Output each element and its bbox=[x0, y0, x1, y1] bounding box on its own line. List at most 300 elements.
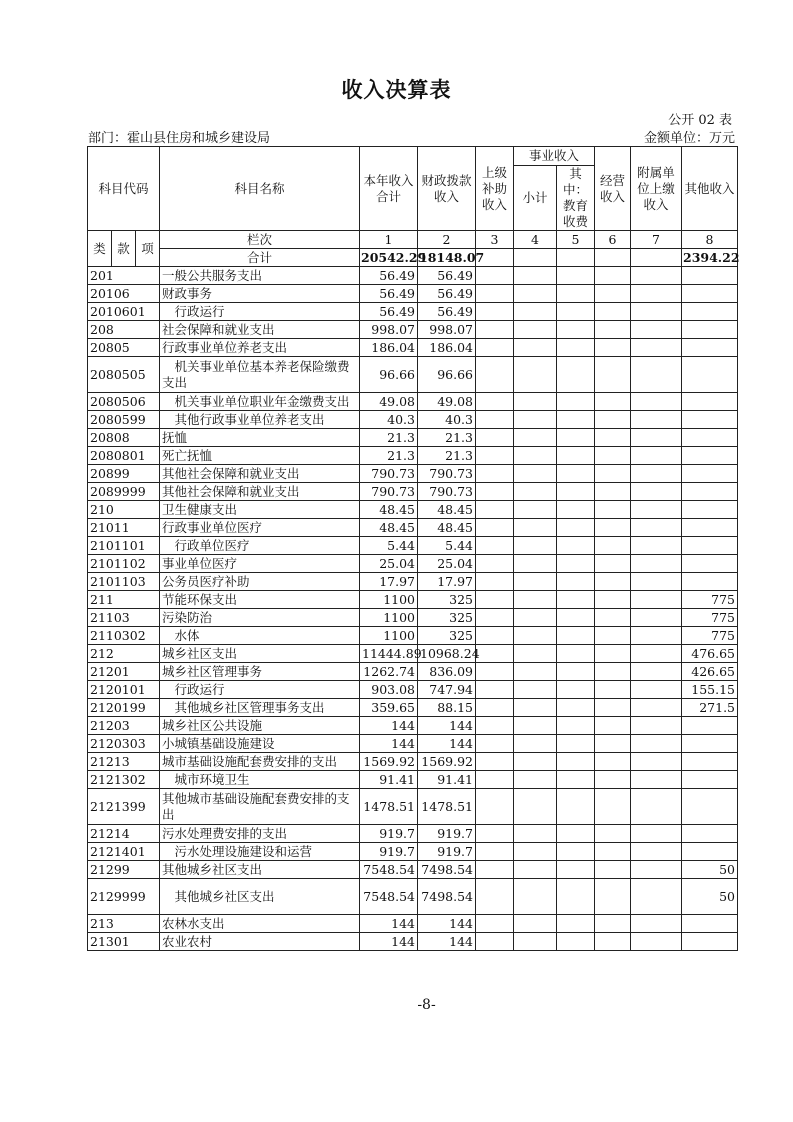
row-superior bbox=[476, 501, 514, 519]
row-affiliated bbox=[631, 429, 682, 447]
header-column-label: 栏次 bbox=[160, 231, 360, 249]
row-fiscal: 919.7 bbox=[418, 843, 476, 861]
row-business-subtotal bbox=[514, 681, 557, 699]
row-business-subtotal bbox=[514, 879, 557, 915]
row-affiliated bbox=[631, 357, 682, 393]
row-education bbox=[557, 465, 595, 483]
row-superior bbox=[476, 447, 514, 465]
row-other bbox=[682, 393, 738, 411]
row-total: 91.41 bbox=[360, 771, 418, 789]
table-row bbox=[88, 267, 738, 285]
row-operating bbox=[595, 645, 631, 663]
row-total: 49.08 bbox=[360, 393, 418, 411]
row-operating bbox=[595, 681, 631, 699]
row-affiliated bbox=[631, 465, 682, 483]
row-operating bbox=[595, 339, 631, 357]
row-education bbox=[557, 411, 595, 429]
department-label: 部门：霍山县住房和城乡建设局 bbox=[88, 131, 271, 146]
row-code: 2080506 bbox=[88, 393, 160, 411]
table-row bbox=[88, 861, 738, 879]
row-name: 节能环保支出 bbox=[160, 591, 360, 609]
row-other: 476.65 bbox=[682, 645, 738, 663]
row-affiliated bbox=[631, 681, 682, 699]
row-code: 20106 bbox=[88, 285, 160, 303]
row-business-subtotal bbox=[514, 627, 557, 645]
row-other bbox=[682, 411, 738, 429]
table-row bbox=[88, 627, 738, 645]
row-name: 卫生健康支出 bbox=[160, 501, 360, 519]
row-fiscal: 790.73 bbox=[418, 483, 476, 501]
row-total: 790.73 bbox=[360, 465, 418, 483]
row-total: 903.08 bbox=[360, 681, 418, 699]
row-business-subtotal bbox=[514, 393, 557, 411]
row-other: 775 bbox=[682, 609, 738, 627]
row-superior bbox=[476, 303, 514, 321]
table-row bbox=[88, 411, 738, 429]
row-operating bbox=[595, 411, 631, 429]
totals-value bbox=[557, 249, 595, 267]
row-name: 行政运行 bbox=[160, 303, 360, 321]
table-row bbox=[88, 825, 738, 843]
row-business-subtotal bbox=[514, 483, 557, 501]
table-row bbox=[88, 519, 738, 537]
row-name: 城市环境卫生 bbox=[160, 771, 360, 789]
col-number: 8 bbox=[682, 231, 738, 249]
row-superior bbox=[476, 933, 514, 951]
row-name: 死亡抚恤 bbox=[160, 447, 360, 465]
table-row bbox=[88, 357, 738, 393]
row-operating bbox=[595, 591, 631, 609]
row-operating bbox=[595, 753, 631, 771]
table-row bbox=[88, 339, 738, 357]
table-row bbox=[88, 933, 738, 951]
row-affiliated bbox=[631, 879, 682, 915]
row-superior bbox=[476, 699, 514, 717]
row-affiliated bbox=[631, 555, 682, 573]
row-business-subtotal bbox=[514, 699, 557, 717]
header-xiang: 项 bbox=[136, 231, 160, 267]
row-other: 271.5 bbox=[682, 699, 738, 717]
row-total: 919.7 bbox=[360, 825, 418, 843]
row-operating bbox=[595, 303, 631, 321]
row-education bbox=[557, 645, 595, 663]
row-total: 998.07 bbox=[360, 321, 418, 339]
header-affiliated: 附属单位上缴收入 bbox=[631, 147, 682, 231]
row-operating bbox=[595, 861, 631, 879]
row-affiliated bbox=[631, 717, 682, 735]
row-business-subtotal bbox=[514, 843, 557, 861]
row-education bbox=[557, 753, 595, 771]
row-other bbox=[682, 735, 738, 753]
row-name: 小城镇基础设施建设 bbox=[160, 735, 360, 753]
revenue-table bbox=[87, 146, 738, 951]
header-education: 其中：教育收费 bbox=[557, 166, 595, 231]
row-affiliated bbox=[631, 915, 682, 933]
row-name: 其他行政事业单位养老支出 bbox=[160, 411, 360, 429]
row-total: 1100 bbox=[360, 609, 418, 627]
row-education bbox=[557, 393, 595, 411]
row-code: 2120303 bbox=[88, 735, 160, 753]
row-total: 25.04 bbox=[360, 555, 418, 573]
table-row bbox=[88, 915, 738, 933]
row-education bbox=[557, 321, 595, 339]
table-row bbox=[88, 393, 738, 411]
header-superior: 上级补助收入 bbox=[476, 147, 514, 231]
row-fiscal: 1569.92 bbox=[418, 753, 476, 771]
row-fiscal: 325 bbox=[418, 627, 476, 645]
totals-row bbox=[88, 249, 738, 267]
row-code: 21103 bbox=[88, 609, 160, 627]
row-name: 农业农村 bbox=[160, 933, 360, 951]
table-row bbox=[88, 681, 738, 699]
row-superior bbox=[476, 285, 514, 303]
row-fiscal: 88.15 bbox=[418, 699, 476, 717]
row-fiscal: 21.3 bbox=[418, 429, 476, 447]
row-total: 7548.54 bbox=[360, 879, 418, 915]
row-total: 5.44 bbox=[360, 537, 418, 555]
row-other bbox=[682, 303, 738, 321]
totals-value bbox=[514, 249, 557, 267]
row-superior bbox=[476, 411, 514, 429]
row-other bbox=[682, 555, 738, 573]
row-other bbox=[682, 573, 738, 591]
row-superior bbox=[476, 573, 514, 591]
row-fiscal: 17.97 bbox=[418, 573, 476, 591]
row-code: 2080505 bbox=[88, 357, 160, 393]
row-operating bbox=[595, 573, 631, 591]
table-row bbox=[88, 483, 738, 501]
row-superior bbox=[476, 645, 514, 663]
row-affiliated bbox=[631, 645, 682, 663]
row-education bbox=[557, 303, 595, 321]
row-business-subtotal bbox=[514, 915, 557, 933]
row-superior bbox=[476, 465, 514, 483]
row-fiscal: 836.09 bbox=[418, 663, 476, 681]
row-code: 2121399 bbox=[88, 789, 160, 825]
row-operating bbox=[595, 735, 631, 753]
table-row bbox=[88, 717, 738, 735]
row-code: 21213 bbox=[88, 753, 160, 771]
row-name: 污水处理设施建设和运营 bbox=[160, 843, 360, 861]
table-row bbox=[88, 699, 738, 717]
row-code: 208 bbox=[88, 321, 160, 339]
row-business-subtotal bbox=[514, 591, 557, 609]
table-row bbox=[88, 501, 738, 519]
row-name: 其他城乡社区支出 bbox=[160, 879, 360, 915]
row-name: 其他社会保障和就业支出 bbox=[160, 483, 360, 501]
row-other: 155.15 bbox=[682, 681, 738, 699]
row-education bbox=[557, 843, 595, 861]
row-code: 21201 bbox=[88, 663, 160, 681]
row-name: 公务员医疗补助 bbox=[160, 573, 360, 591]
row-name: 抚恤 bbox=[160, 429, 360, 447]
row-superior bbox=[476, 483, 514, 501]
row-total: 144 bbox=[360, 717, 418, 735]
row-superior bbox=[476, 717, 514, 735]
row-code: 21299 bbox=[88, 861, 160, 879]
row-fiscal: 325 bbox=[418, 591, 476, 609]
row-education bbox=[557, 717, 595, 735]
row-affiliated bbox=[631, 771, 682, 789]
row-education bbox=[557, 591, 595, 609]
row-other bbox=[682, 321, 738, 339]
row-education bbox=[557, 681, 595, 699]
row-business-subtotal bbox=[514, 645, 557, 663]
row-name: 其他城市基础设施配套费安排的支出 bbox=[160, 789, 360, 825]
amount-unit-label: 金额单位：万元 bbox=[643, 131, 735, 146]
row-affiliated bbox=[631, 537, 682, 555]
header-code: 科目代码 bbox=[88, 147, 160, 231]
row-fiscal: 919.7 bbox=[418, 825, 476, 843]
row-education bbox=[557, 501, 595, 519]
col-number: 3 bbox=[476, 231, 514, 249]
table-row bbox=[88, 735, 738, 753]
row-education bbox=[557, 861, 595, 879]
row-total: 40.3 bbox=[360, 411, 418, 429]
row-education bbox=[557, 285, 595, 303]
row-name: 行政单位医疗 bbox=[160, 537, 360, 555]
table-row bbox=[88, 303, 738, 321]
row-operating bbox=[595, 789, 631, 825]
row-affiliated bbox=[631, 609, 682, 627]
row-name: 社会保障和就业支出 bbox=[160, 321, 360, 339]
header-subtotal: 小计 bbox=[514, 166, 557, 231]
row-total: 1478.51 bbox=[360, 789, 418, 825]
row-other bbox=[682, 825, 738, 843]
row-code: 2101102 bbox=[88, 555, 160, 573]
row-operating bbox=[595, 843, 631, 861]
row-education bbox=[557, 879, 595, 915]
table-row bbox=[88, 789, 738, 825]
row-name: 其他城乡社区支出 bbox=[160, 861, 360, 879]
row-fiscal: 7498.54 bbox=[418, 861, 476, 879]
row-business-subtotal bbox=[514, 501, 557, 519]
row-name: 城乡社区支出 bbox=[160, 645, 360, 663]
row-other bbox=[682, 465, 738, 483]
row-operating bbox=[595, 429, 631, 447]
row-name: 其他城乡社区管理事务支出 bbox=[160, 699, 360, 717]
row-code: 2089999 bbox=[88, 483, 160, 501]
row-code: 2080801 bbox=[88, 447, 160, 465]
header-other: 其他收入 bbox=[682, 147, 738, 231]
row-education bbox=[557, 357, 595, 393]
row-fiscal: 40.3 bbox=[418, 411, 476, 429]
row-business-subtotal bbox=[514, 429, 557, 447]
row-code: 21214 bbox=[88, 825, 160, 843]
row-total: 56.49 bbox=[360, 267, 418, 285]
row-fiscal: 998.07 bbox=[418, 321, 476, 339]
row-superior bbox=[476, 591, 514, 609]
row-superior bbox=[476, 555, 514, 573]
row-total: 11444.89 bbox=[360, 645, 418, 663]
row-affiliated bbox=[631, 753, 682, 771]
row-code: 213 bbox=[88, 915, 160, 933]
row-other bbox=[682, 285, 738, 303]
row-business-subtotal bbox=[514, 771, 557, 789]
row-name: 城市基础设施配套费安排的支出 bbox=[160, 753, 360, 771]
row-affiliated bbox=[631, 933, 682, 951]
row-total: 48.45 bbox=[360, 501, 418, 519]
row-total: 790.73 bbox=[360, 483, 418, 501]
row-affiliated bbox=[631, 501, 682, 519]
row-superior bbox=[476, 753, 514, 771]
row-superior bbox=[476, 357, 514, 393]
table-row bbox=[88, 591, 738, 609]
row-name: 水体 bbox=[160, 627, 360, 645]
row-operating bbox=[595, 483, 631, 501]
row-code: 21301 bbox=[88, 933, 160, 951]
row-business-subtotal bbox=[514, 573, 557, 591]
row-other: 50 bbox=[682, 861, 738, 879]
row-fiscal: 96.66 bbox=[418, 357, 476, 393]
table-row bbox=[88, 609, 738, 627]
col-number: 6 bbox=[595, 231, 631, 249]
row-total: 1569.92 bbox=[360, 753, 418, 771]
row-fiscal: 790.73 bbox=[418, 465, 476, 483]
row-fiscal: 144 bbox=[418, 735, 476, 753]
row-education bbox=[557, 555, 595, 573]
row-total: 359.65 bbox=[360, 699, 418, 717]
col-number: 5 bbox=[557, 231, 595, 249]
header-total: 本年收入合计 bbox=[360, 147, 418, 231]
row-superior bbox=[476, 267, 514, 285]
table-row bbox=[88, 879, 738, 915]
table-header bbox=[88, 147, 738, 267]
row-operating bbox=[595, 609, 631, 627]
table-row bbox=[88, 465, 738, 483]
row-superior bbox=[476, 861, 514, 879]
row-name: 财政事务 bbox=[160, 285, 360, 303]
row-other bbox=[682, 771, 738, 789]
row-code: 2101103 bbox=[88, 573, 160, 591]
row-total: 1262.74 bbox=[360, 663, 418, 681]
row-fiscal: 25.04 bbox=[418, 555, 476, 573]
row-business-subtotal bbox=[514, 537, 557, 555]
row-name: 一般公共服务支出 bbox=[160, 267, 360, 285]
row-fiscal: 5.44 bbox=[418, 537, 476, 555]
row-business-subtotal bbox=[514, 609, 557, 627]
row-operating bbox=[595, 447, 631, 465]
row-other bbox=[682, 519, 738, 537]
row-name: 行政事业单位养老支出 bbox=[160, 339, 360, 357]
table-row bbox=[88, 753, 738, 771]
row-other bbox=[682, 843, 738, 861]
page-number: -8- bbox=[417, 997, 436, 1013]
row-fiscal: 144 bbox=[418, 717, 476, 735]
row-other bbox=[682, 789, 738, 825]
table-row bbox=[88, 573, 738, 591]
row-fiscal: 48.45 bbox=[418, 519, 476, 537]
form-number: 公开 02 表 bbox=[668, 113, 732, 128]
row-operating bbox=[595, 771, 631, 789]
row-affiliated bbox=[631, 285, 682, 303]
table-row bbox=[88, 447, 738, 465]
row-affiliated bbox=[631, 735, 682, 753]
row-other bbox=[682, 267, 738, 285]
row-code: 2120199 bbox=[88, 699, 160, 717]
row-education bbox=[557, 825, 595, 843]
row-total: 1100 bbox=[360, 627, 418, 645]
row-other: 50 bbox=[682, 879, 738, 915]
totals-value bbox=[631, 249, 682, 267]
table-row bbox=[88, 537, 738, 555]
row-fiscal: 56.49 bbox=[418, 303, 476, 321]
row-education bbox=[557, 771, 595, 789]
row-education bbox=[557, 663, 595, 681]
row-operating bbox=[595, 555, 631, 573]
row-code: 2121302 bbox=[88, 771, 160, 789]
row-total: 1100 bbox=[360, 591, 418, 609]
row-affiliated bbox=[631, 267, 682, 285]
row-superior bbox=[476, 915, 514, 933]
row-other bbox=[682, 483, 738, 501]
row-fiscal: 186.04 bbox=[418, 339, 476, 357]
row-code: 2101101 bbox=[88, 537, 160, 555]
row-other: 426.65 bbox=[682, 663, 738, 681]
row-name: 农林水支出 bbox=[160, 915, 360, 933]
row-superior bbox=[476, 825, 514, 843]
row-fiscal: 48.45 bbox=[418, 501, 476, 519]
row-code: 21203 bbox=[88, 717, 160, 735]
row-other bbox=[682, 447, 738, 465]
row-operating bbox=[595, 537, 631, 555]
row-education bbox=[557, 429, 595, 447]
row-business-subtotal bbox=[514, 519, 557, 537]
row-affiliated bbox=[631, 843, 682, 861]
row-total: 56.49 bbox=[360, 303, 418, 321]
row-affiliated bbox=[631, 339, 682, 357]
row-business-subtotal bbox=[514, 717, 557, 735]
row-code: 2129999 bbox=[88, 879, 160, 915]
col-number: 1 bbox=[360, 231, 418, 249]
row-other bbox=[682, 933, 738, 951]
row-business-subtotal bbox=[514, 735, 557, 753]
row-business-subtotal bbox=[514, 357, 557, 393]
col-number: 7 bbox=[631, 231, 682, 249]
row-code: 210 bbox=[88, 501, 160, 519]
row-affiliated bbox=[631, 825, 682, 843]
col-number: 2 bbox=[418, 231, 476, 249]
row-education bbox=[557, 933, 595, 951]
row-operating bbox=[595, 357, 631, 393]
row-operating bbox=[595, 825, 631, 843]
table-row bbox=[88, 429, 738, 447]
row-affiliated bbox=[631, 699, 682, 717]
header-operating: 经营收入 bbox=[595, 147, 631, 231]
row-code: 20808 bbox=[88, 429, 160, 447]
row-superior bbox=[476, 789, 514, 825]
row-business-subtotal bbox=[514, 447, 557, 465]
row-superior bbox=[476, 429, 514, 447]
row-superior bbox=[476, 339, 514, 357]
table-row bbox=[88, 771, 738, 789]
row-other bbox=[682, 537, 738, 555]
row-other bbox=[682, 357, 738, 393]
row-operating bbox=[595, 465, 631, 483]
row-affiliated bbox=[631, 411, 682, 429]
row-fiscal: 21.3 bbox=[418, 447, 476, 465]
row-total: 144 bbox=[360, 735, 418, 753]
row-code: 21011 bbox=[88, 519, 160, 537]
row-business-subtotal bbox=[514, 267, 557, 285]
row-fiscal: 7498.54 bbox=[418, 879, 476, 915]
row-operating bbox=[595, 933, 631, 951]
row-code: 2121401 bbox=[88, 843, 160, 861]
row-superior bbox=[476, 627, 514, 645]
row-operating bbox=[595, 915, 631, 933]
row-code: 20805 bbox=[88, 339, 160, 357]
row-total: 21.3 bbox=[360, 447, 418, 465]
